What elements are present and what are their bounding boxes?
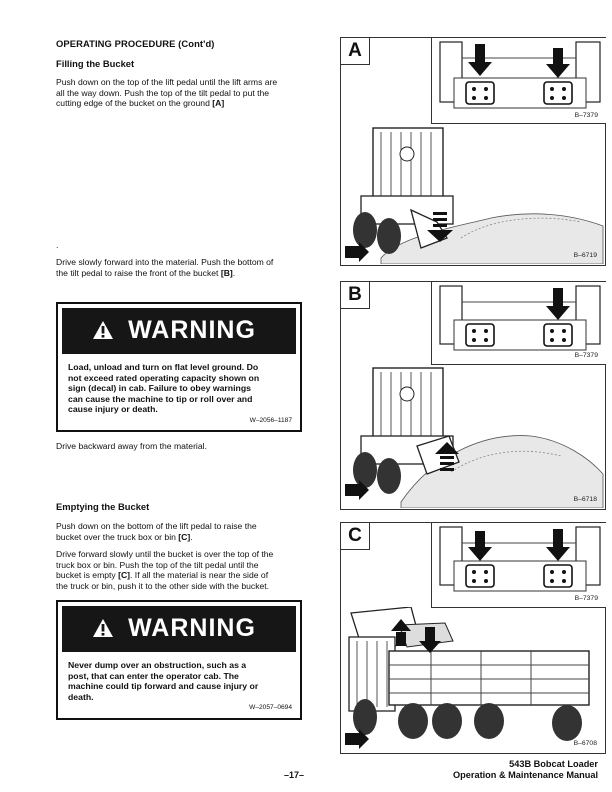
manual-name: Operation & Maintenance Manual bbox=[453, 770, 598, 780]
text-line: bucket is empty [C]. If all the material is near the side of bbox=[56, 570, 269, 581]
figure-letter: C bbox=[341, 523, 370, 550]
warning-title: WARNING bbox=[128, 614, 256, 642]
figure-letter: A bbox=[341, 38, 370, 65]
filling-paragraph-1 bbox=[56, 77, 306, 109]
warning-text: Load, unload and turn on flat level ground. Do not exceed rated operating capacity shown on sign (decal) in cab. Failure to obey warnings can cause the machine to tip or roll over and cause injury or death. bbox=[68, 362, 260, 415]
scene-figure-code: B–6719 bbox=[573, 252, 597, 259]
model-name: 543B Bobcat Loader bbox=[509, 759, 598, 769]
down-arrow-icon bbox=[468, 44, 492, 76]
figure-b bbox=[340, 281, 606, 510]
text-line: all the way down. Push the top of the tilt pedal to put the bbox=[56, 87, 270, 98]
page-number: –17– bbox=[284, 770, 305, 780]
warning-text: Never dump over an obstruction, such as a post, that can enter the operator cab. The machine could tip forward and cause injury or death. bbox=[68, 660, 259, 702]
text-line: Drive slowly forward into the material. Push the bottom of bbox=[56, 257, 274, 267]
drive-back-text: Drive backward away from the material. bbox=[56, 441, 207, 451]
down-arrow-icon bbox=[546, 529, 570, 561]
warning-box-1 bbox=[56, 302, 302, 432]
warning-header bbox=[62, 606, 296, 652]
cab-inset bbox=[431, 282, 606, 365]
down-arrow-icon bbox=[468, 531, 492, 561]
emptying-paragraph-1 bbox=[56, 521, 306, 542]
warning-code: W–2057–0694 bbox=[249, 704, 292, 711]
text-line: bucket over the truck box or bin [C]. bbox=[56, 531, 193, 542]
scene-figure-code: B–6718 bbox=[573, 496, 597, 503]
loader-scene-illustration bbox=[341, 362, 605, 508]
cab-inset bbox=[431, 38, 606, 124]
emptying-paragraph-2 bbox=[56, 549, 306, 591]
emptying-heading: Emptying the Bucket bbox=[56, 501, 150, 512]
text-line: Drive forward slowly until the bucket is over the top of the bbox=[56, 549, 274, 559]
figure-ref: [B] bbox=[220, 267, 233, 278]
text-line: the truck or bin, push it to the other side with the bucket. bbox=[56, 580, 270, 591]
text-line: cutting edge of the bucket on the ground [A] bbox=[56, 98, 225, 109]
filling-paragraph-2 bbox=[56, 257, 306, 278]
figure-c bbox=[340, 522, 606, 754]
pedal-illustration bbox=[432, 38, 606, 123]
down-arrow-icon bbox=[546, 48, 570, 78]
warning-title: WARNING bbox=[128, 316, 256, 344]
scene-figure-code: B–6708 bbox=[573, 740, 597, 747]
figure-letter: B bbox=[341, 282, 370, 309]
cab-figure-code: B–7379 bbox=[574, 352, 598, 359]
warning-box-2 bbox=[56, 600, 302, 720]
figure-ref: [A] bbox=[212, 98, 225, 109]
text-line: truck box or bin. Push the top of the tilt pedal until the bbox=[56, 559, 259, 570]
loader-scene-illustration bbox=[341, 118, 605, 264]
text-line: Push down on the top of the lift pedal until the lift arms are bbox=[56, 77, 278, 87]
section-title: OPERATING PROCEDURE (Cont'd) bbox=[56, 38, 215, 49]
text-line: the tilt pedal to raise the front of the bucket [B]. bbox=[56, 267, 236, 278]
figure-ref: [C] bbox=[178, 531, 191, 542]
warning-code: W–2056–1187 bbox=[249, 417, 292, 424]
figure-ref: [C] bbox=[118, 570, 131, 581]
warning-header bbox=[62, 308, 296, 354]
figure-a bbox=[340, 37, 606, 266]
cab-figure-code: B–7379 bbox=[574, 595, 598, 602]
text-line: Push down on the bottom of the lift pedal to raise the bbox=[56, 521, 257, 531]
down-arrow-icon bbox=[546, 288, 570, 320]
footer-title bbox=[453, 759, 598, 781]
stray-dot: . bbox=[56, 240, 59, 250]
filling-heading: Filling the Bucket bbox=[56, 58, 135, 69]
cab-figure-code: B–7379 bbox=[574, 112, 598, 119]
cab-inset bbox=[431, 523, 606, 608]
loader-truck-scene-illustration bbox=[341, 607, 605, 753]
